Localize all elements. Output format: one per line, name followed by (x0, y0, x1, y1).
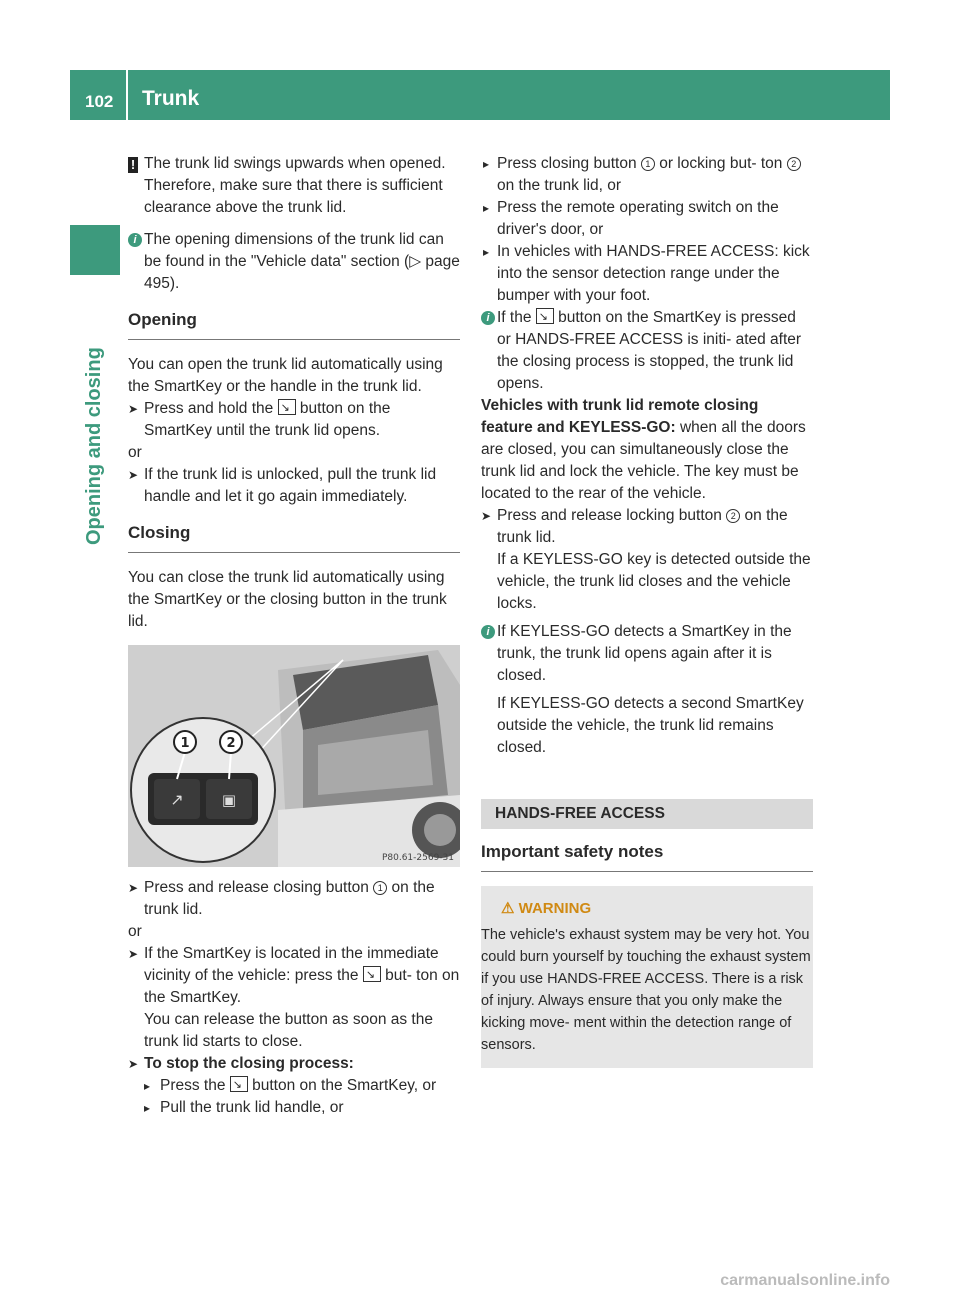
header-divider (126, 70, 128, 120)
info-note-right-1 (481, 307, 813, 395)
number-2-icon: 2 (726, 509, 740, 523)
warning-triangle-icon: ⚠ (501, 900, 515, 917)
info-icon: i (481, 311, 495, 325)
arrow-bullet-icon: ➤ (128, 881, 139, 895)
svg-text:↗: ↗ (170, 790, 184, 809)
closing-step-2 (128, 943, 460, 1053)
arrow-bullet-icon: ➤ (128, 402, 139, 416)
info-right-2-text-a: If KEYLESS-GO detects a SmartKey in the trunk, the trunk lid opens again after it is closed. (497, 623, 792, 684)
arrow-bullet-icon: ➤ (481, 509, 492, 523)
triangle-bullet-icon: ▸ (144, 1079, 151, 1093)
info-icon: i (481, 625, 495, 639)
triangle-bullet-icon: ▸ (144, 1101, 151, 1115)
closing-heading: Closing (128, 522, 460, 553)
keyless-text: when all the doors are closed, you can simultaneously close the trunk lid and lock the vehicle. The key must be located to the rear of the vehicle. (481, 419, 806, 502)
locking-step (481, 505, 813, 615)
trunk-key-icon (278, 399, 296, 415)
triangle-bullet-icon: ▸ (483, 245, 490, 259)
right-column (481, 153, 813, 1068)
photo-label-2: 2 (226, 736, 236, 751)
chapter-side-label: Opening and closing (83, 347, 105, 545)
locking-step-text-b: on the trunk lid. (497, 507, 788, 546)
warning-title-row (481, 898, 813, 920)
side-tab-marker (70, 225, 120, 275)
stop-bullet-1-text-a: Press the (160, 1077, 226, 1094)
arrow-bullet-icon: ➤ (128, 468, 139, 482)
left-column (128, 153, 460, 1119)
number-1-icon: 1 (373, 881, 387, 895)
closing-step-1-text-a: Press and release closing button (144, 879, 369, 896)
opening-step-1-text-a: Press and hold the (144, 400, 274, 417)
closing-step-1-text-b: on the trunk lid. (144, 879, 435, 918)
stop-closing-heading (128, 1053, 460, 1075)
opening-step-2 (128, 464, 460, 508)
stop-heading-text: To stop the closing process: (144, 1055, 354, 1072)
opening-intro: You can open the trunk lid automatically using the SmartKey or the handle in the trunk lid. (128, 356, 443, 395)
svg-text:▣: ▣ (221, 791, 237, 809)
info-right-1-text-b: button on the SmartKey is pressed or HANDS-FREE ACCESS is initi- ated after the closing process is stopped, the trunk lid opens. (497, 309, 802, 392)
closing-step-1 (128, 877, 460, 921)
keyless-paragraph (481, 395, 813, 505)
warning-title: WARNING (518, 900, 592, 917)
or-text-1: or (128, 444, 142, 461)
warning-note (128, 153, 460, 219)
right-bullet-1-text-c: on the trunk lid, or (497, 177, 622, 194)
or-text-2: or (128, 923, 142, 940)
trunk-buttons-photo (128, 645, 460, 867)
warning-box (481, 886, 813, 1068)
right-bullet-2-text: Press the remote operating switch on the driver's door, or (497, 199, 779, 238)
warning-note-text: The trunk lid swings upwards when opened. Therefore, make sure that there is sufficient clearance above the trunk lid. (144, 155, 446, 216)
right-bullet-3-text: In vehicles with HANDS-FREE ACCESS: kick into the sensor detection range under the bumper with your foot. (497, 243, 810, 304)
info-note (128, 229, 460, 295)
triangle-bullet-icon: ▸ (483, 157, 490, 171)
right-bullet-1 (481, 153, 813, 197)
locking-step-text-a: Press and release locking button (497, 507, 722, 524)
right-bullet-2 (481, 197, 813, 241)
photo-label-1: 1 (180, 736, 190, 751)
trunk-illustration (128, 645, 460, 867)
trunk-key-icon (230, 1076, 248, 1092)
stop-bullet-2 (128, 1097, 460, 1119)
right-bullet-3 (481, 241, 813, 307)
closing-intro: You can close the trunk lid automatically using the SmartKey or the closing button in the trunk lid. (128, 569, 447, 630)
info-right-2-text-b: If KEYLESS-GO detects a second SmartKey outside the vehicle, the trunk lid remains closed. (497, 695, 804, 756)
right-bullet-1-text-a: Press closing button (497, 155, 637, 172)
stop-bullet-1 (128, 1075, 460, 1097)
opening-step-1-text-b: button on the SmartKey until the trunk lid opens. (144, 400, 391, 439)
section-bar: HANDS-FREE ACCESS (481, 799, 813, 829)
closing-step-2-text-b: but- ton on the SmartKey. (144, 967, 460, 1006)
number-1-icon: 1 (641, 157, 655, 171)
closing-step-2-text-a: If the SmartKey is located in the immediate vicinity of the vehicle: press the (144, 945, 439, 984)
opening-step-1 (128, 398, 460, 442)
page-number: 102 (85, 92, 114, 111)
warning-text: The vehicle's exhaust system may be very hot. You could burn yourself by touching the exhaust system if you use HANDS-FREE ACCESS. There is a risk of injury. Always ensure that you only make the kicking move- ment within the detection range of sensors. (481, 927, 811, 1053)
arrow-bullet-icon: ➤ (128, 947, 139, 961)
info-right-1-text-a: If the (497, 309, 532, 326)
trunk-key-icon (363, 966, 381, 982)
footer-watermark: carmanualsonline.info (720, 1272, 890, 1289)
keyless-bold: Vehicles with trunk lid remote closing feature and KEYLESS-GO: (481, 397, 759, 436)
stop-bullet-1-text-b: button on the SmartKey, or (252, 1077, 437, 1094)
opening-step-2-text: If the trunk lid is unlocked, pull the trunk lid handle and let it go again immediately. (144, 466, 437, 505)
right-bullet-1-text-b: or locking but- ton (659, 155, 783, 172)
arrow-bullet-icon: ➤ (128, 1057, 139, 1071)
info-icon: i (128, 233, 142, 247)
page-title: Trunk (142, 87, 200, 110)
stop-bullet-2-text: Pull the trunk lid handle, or (160, 1099, 344, 1116)
safety-heading: Important safety notes (481, 841, 813, 872)
locking-step-text-c: If a KEYLESS-GO key is detected outside the vehicle, the trunk lid closes and the vehicle locks. (497, 551, 811, 612)
number-2-icon: 2 (787, 157, 801, 171)
info-note-right-2 (481, 621, 813, 759)
info-note-text: The opening dimensions of the trunk lid can be found in the "Vehicle data" section (▷ page 495). (144, 231, 460, 292)
photo-code: P80.61-2569-31 (381, 853, 454, 863)
trunk-key-icon (536, 308, 554, 324)
exclamation-icon: ! (128, 157, 138, 173)
closing-step-2-text-c: You can release the button as soon as the trunk lid starts to close. (144, 1011, 433, 1050)
page-header (70, 70, 890, 120)
triangle-bullet-icon: ▸ (483, 201, 490, 215)
opening-heading: Opening (128, 309, 460, 340)
